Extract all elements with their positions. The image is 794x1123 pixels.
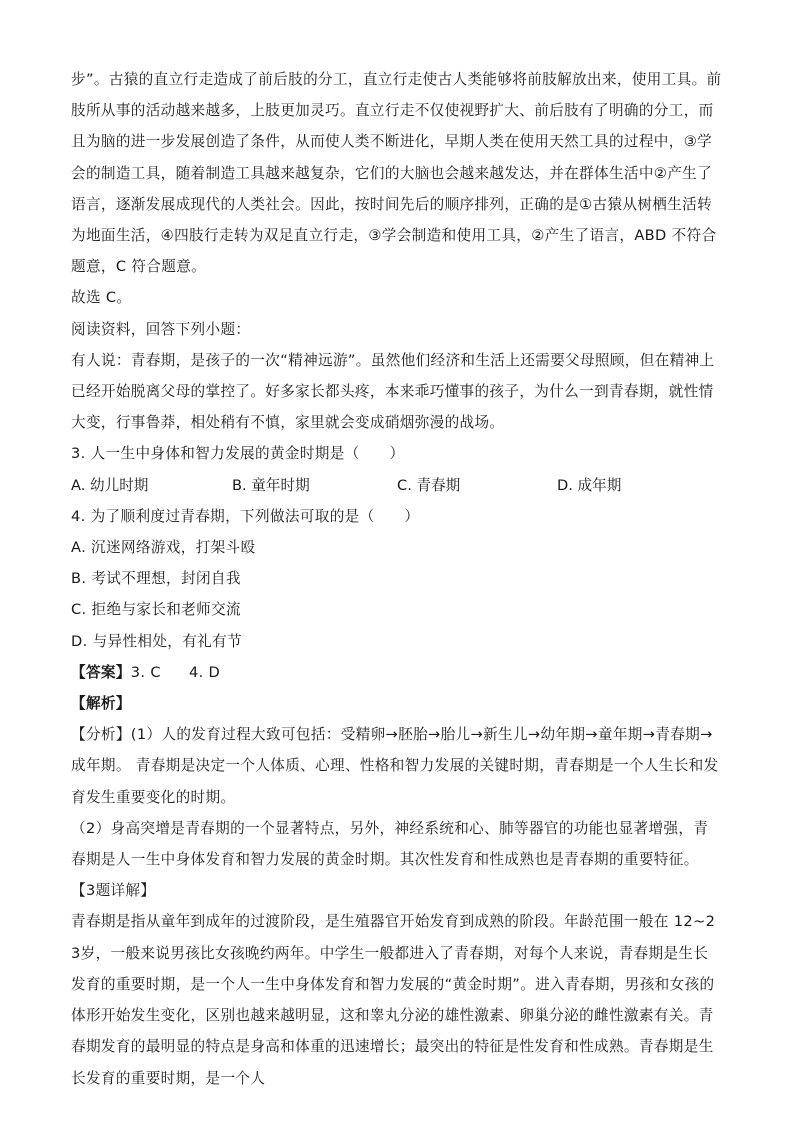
question-4-stem: 4. 为了顺利度过青春期，下列做法可取的是（ ）: [71, 507, 420, 525]
q4-option-b: B. 考试不理想，封闭自我: [71, 570, 241, 588]
analysis-paragraph-3: 青春期是指从童年到成年的过渡阶段，是生殖器官开始发育到成熟的阶段。年龄范围一般在 12~23岁，一般来说男孩比女孩晚约两年。中学生一般都进入了青春期，对每个人来说，青春期是生长发育的重要时期，是一个人一生中身体发育和智力发展的“黄金时期”。进入青春期，男孩和女孩的体形开始发生变化，区别也越来越明显，这和睾丸分泌的雄性激素、卵巢分泌的雌性激素有关。青春期发育的最明显的特点是身高和体重的迅速增长；最突出的特征是性发育和性成熟。青春期是生长发育的重要时期，是一个人: [71, 913, 716, 1087]
answer-3: 3. C: [130, 663, 161, 681]
q3-option-c: C. 青春期: [397, 476, 461, 494]
q4-option-c: C. 拒绝与家长和老师交流: [71, 601, 241, 619]
q3-option-a: A. 幼儿时期: [71, 476, 149, 494]
paragraph-material: 有人说：青春期，是孩子的一次“精神远游”。虽然他们经济和生活上还需要父母照顾，但在精神上已经开始脱离父母的掌控了。好多家长都头疼，本来乖巧懂事的孩子，为什么一到青春期，就性情大变，行事鲁莽，相处稍有不慎，家里就会变成硝烟弥漫的战场。: [71, 351, 715, 432]
analysis-paragraph-2: （2）身高突增是青春期的一个显著特点，另外，神经系统和心、肺等器官的功能也显著增强，青春期是人一生中身体发育和智力发展的黄金时期。其次性发育和性成熟也是青春期的重要特征。: [71, 819, 709, 869]
answer-4: 4. D: [188, 663, 221, 681]
paragraph-choose-c: 故选 C。: [71, 289, 132, 307]
question-3-stem: 3. 人一生中身体和智力发展的黄金时期是（ ）: [71, 445, 405, 463]
detail-tag: 【3题详解】: [71, 882, 156, 900]
paragraph-instruction: 阅读资料，回答下列小题：: [71, 320, 251, 338]
document-body: [71, 64, 723, 1094]
q3-option-b: B. 童年时期: [232, 476, 310, 494]
q3-option-d: D. 成年期: [557, 476, 622, 494]
q4-option-d: D. 与异性相处，有礼有节: [71, 632, 243, 650]
analysis-tag: 【解析】: [71, 695, 131, 713]
q4-option-a: A. 沉迷网络游戏，打架斗殴: [71, 539, 256, 557]
answer-line: [71, 657, 723, 688]
analysis-paragraph-1: 【分析】(1）人的发育过程大致可包括：受精卵→胚胎→胎儿→新生儿→幼年期→童年期→青春期→成年期。 青春期是决定一个人体质、心理、性格和智力发展的关键时期，青春期是一个人生长和发育发生重要变化的时期。: [71, 726, 719, 806]
paragraph-evolution: 步”。古猿的直立行走造成了前后肢的分工，直立行走使古人类能够将前肢解放出来，使用工具。前肢所从事的活动越来越多，上肢更加灵巧。直立行走不仅使视野扩大、前后肢有了明确的分工，而且为脑的进一步发展创造了条件，从而使人类不断进化，早期人类在使用天然工具的过程中，③学会的制造工具，随着制造工具越来越复杂，它们的大脑也会越来越发达，并在群体生活中②产生了语言，逐渐发展成现代的人类社会。因此，按时间先后的顺序排列，正确的是①古猿从树栖生活转为地面生活，④四肢行走转为双足直立行走，③学会制造和使用工具，②产生了语言，ABD 不符合题意，C 符合题意。: [71, 71, 722, 276]
question-3-options: [71, 470, 723, 501]
answer-tag: 【答案】: [71, 663, 131, 681]
